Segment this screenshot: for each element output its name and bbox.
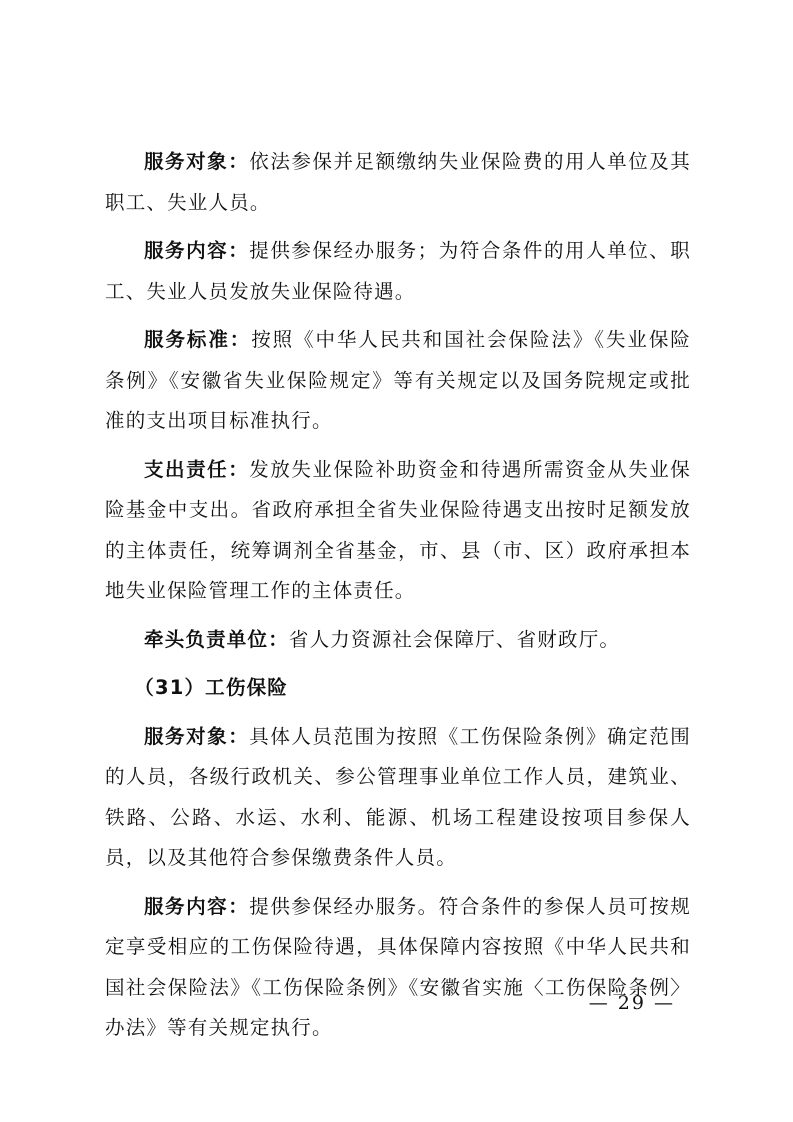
paragraph-text: 发放失业保险补助资金和待遇所需资金从失业保险基金中支出。省政府承担全省失业保险待遇支出按时足额发放的主体责任，统筹调剂全省基金，市、县（市、区）政府承担本地失业保险管理工作的主体责任。 (105, 457, 691, 602)
paragraph-label: 服务对象： (144, 150, 250, 173)
page-number: — 29 — (588, 992, 675, 1014)
paragraph-label: 牵头负责单位： (144, 627, 289, 651)
paragraph-service-target (105, 142, 691, 223)
paragraph-expenditure-responsibility (105, 450, 691, 612)
paragraph-lead-unit (105, 620, 691, 661)
document-body (105, 142, 691, 1057)
section-heading: （31）工伤保险 (134, 676, 288, 699)
paragraph-text: 省人力资源社会保障厅、省财政厅。 (288, 627, 621, 651)
paragraph-text: 提供参保经办服务。符合条件的参保人员可按规定享受相应的工伤保险待遇，具体保障内容按照《中华人民共和国社会保险法》《工伤保险条例》《安徽省实施〈工伤保险条例〉办法》等有关规定执行。 (105, 894, 691, 1039)
paragraph-label: 支出责任： (144, 457, 250, 481)
paragraph-label: 服务内容： (144, 239, 250, 262)
section-paragraph-service-target (105, 717, 691, 879)
paragraph-label: 服务内容： (144, 894, 250, 918)
paragraph-text: 提供参保经办服务；为符合条件的用人单位、职工、失业人员发放失业保险待遇。 (105, 239, 691, 303)
paragraph-text: 具体人员范围为按照《工伤保险条例》确定范围的人员，各级行政机关、参公管理事业单位工作人员，建筑业、铁路、公路、水运、水利、能源、机场工程建设按项目参保人员，以及其他符合参保缴费条件人员。 (105, 724, 691, 869)
section-paragraph-service-content (105, 887, 691, 1049)
paragraph-text: 依法参保并足额缴纳失业保险费的用人单位及其职工、失业人员。 (105, 150, 691, 214)
paragraph-text: 按照《中华人民共和国社会保险法》《失业保险条例》《安徽省失业保险规定》等有关规定以及国务院规定或批准的支出项目标准执行。 (105, 328, 691, 432)
paragraph-label: 服务标准： (144, 328, 252, 351)
paragraph-service-standard (105, 320, 691, 442)
paragraph-service-content (105, 231, 691, 312)
paragraph-label: 服务对象： (144, 724, 250, 748)
